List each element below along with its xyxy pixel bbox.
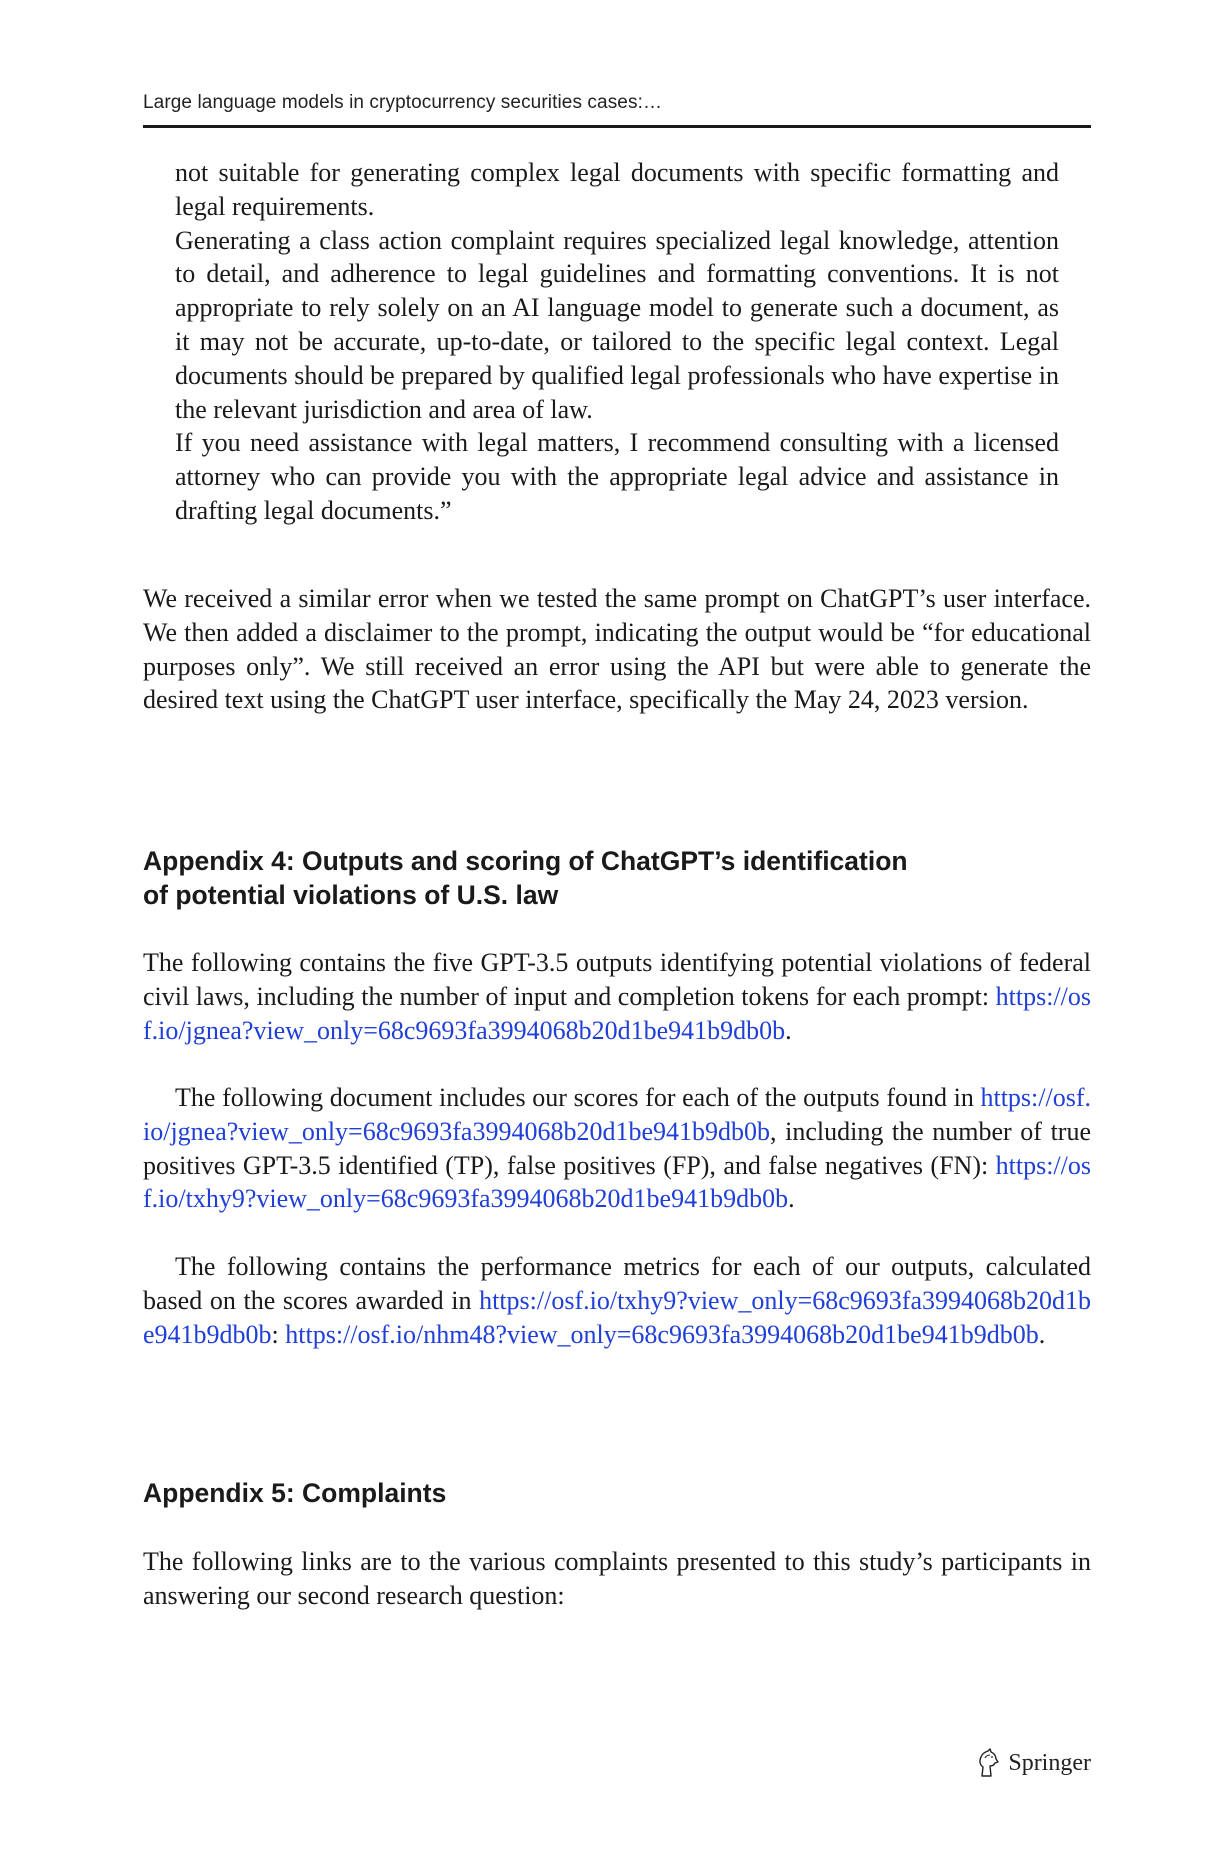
appendix-4-p3-mid: : <box>271 1319 286 1349</box>
scores-link-2[interactable]: https://osf.io/txhy9?view_only=68c9693fa3994068b20d1be941b9db0b <box>143 1285 1091 1349</box>
quote-paragraph-3: If you need assistance with legal matters, I recommend consulting with a licensed attorney who can provide you with the appropriate legal advice and assistance in drafting legal documents.” <box>175 428 1059 525</box>
appendix-5-paragraph-1: The following links are to the various complaints presented to this study’s participants in answering our second research question: <box>143 1547 1091 1610</box>
appendix-4-p2-text: The following document includes our scores for each of the outputs found in <box>175 1083 981 1112</box>
publisher-logo <box>974 1748 1091 1778</box>
metrics-link[interactable]: https://osf.io/nhm48?view_only=68c9693fa3994068b20d1be941b9db0b <box>285 1319 1039 1349</box>
running-header: Large language models in cryptocurrency securities cases:… <box>143 92 663 113</box>
appendix-4-p2-end: . <box>788 1184 795 1214</box>
appendix-4-p1-end: . <box>785 1015 792 1045</box>
appendix-4-heading <box>143 844 1091 912</box>
appendix-4-p3-text: The following contains the performance metrics for each of our outputs, calculated based on the scores awarded in <box>143 1252 1091 1315</box>
outputs-link-2[interactable]: https://osf.io/jgnea?view_only=68c9693fa3994068b20d1be941b9db0b <box>143 1083 1091 1146</box>
quote-block <box>175 156 1059 528</box>
appendix-4-heading-line-1: Appendix 4: Outputs and scoring of ChatGPT’s identification <box>143 846 908 876</box>
scores-link[interactable]: https://osf.io/txhy9?view_only=68c9693fa3994068b20d1be941b9db0b <box>143 1150 1091 1214</box>
quote-paragraph-2: Generating a class action complaint requires specialized legal knowledge, attention to detail, and adherence to legal guidelines and formatting conventions. It is not appropriate to rely solely on an AI language model to generate such a document, as it may not be accurate, up-to-date, or tailored to the specific legal context. Legal documents should be prepared by qualified legal professionals who have expertise in the relevant jurisdiction and area of law. <box>175 225 1059 424</box>
appendix-5-heading: Appendix 5: Complaints <box>143 1478 447 1508</box>
appendix-4-paragraph-2 <box>143 1081 1091 1216</box>
quote-paragraph-1: not suitable for generating complex legal documents with specific formatting and legal requirements. <box>175 158 1059 221</box>
appendix-4-p3-end: . <box>1038 1319 1046 1349</box>
header-rule <box>143 125 1091 128</box>
appendix-4-heading-line-2: of potential violations of U.S. law <box>143 880 559 910</box>
appendix-4-paragraph-1 <box>143 946 1091 1047</box>
appendix-4-p1-text: The following contains the five GPT-3.5 outputs identifying potential violations of federal civil laws, including the number of input and completion tokens for each prompt: <box>143 948 1091 1011</box>
body-paragraph: We received a similar error when we tested the same prompt on ChatGPT’s user interface. We then added a disclaimer to the prompt, indicating the output would be “for educational purposes only”. We still received an error using the API but were able to generate the desired text using the ChatGPT user interface, specifically the May 24, 2023 version. <box>143 584 1091 715</box>
outputs-link[interactable]: https://osf.io/jgnea?view_only=68c9693fa3994068b20d1be941b9db0b <box>143 981 1091 1045</box>
appendix-4-p2-mid: , including the number of true positives GPT-3.5 identified (TP), false positives (FP), and false negatives (FN): <box>143 1116 1091 1180</box>
publisher-name: Springer <box>1008 1749 1091 1776</box>
appendix-4-paragraph-3 <box>143 1250 1091 1351</box>
springer-horse-icon <box>974 1748 1000 1778</box>
